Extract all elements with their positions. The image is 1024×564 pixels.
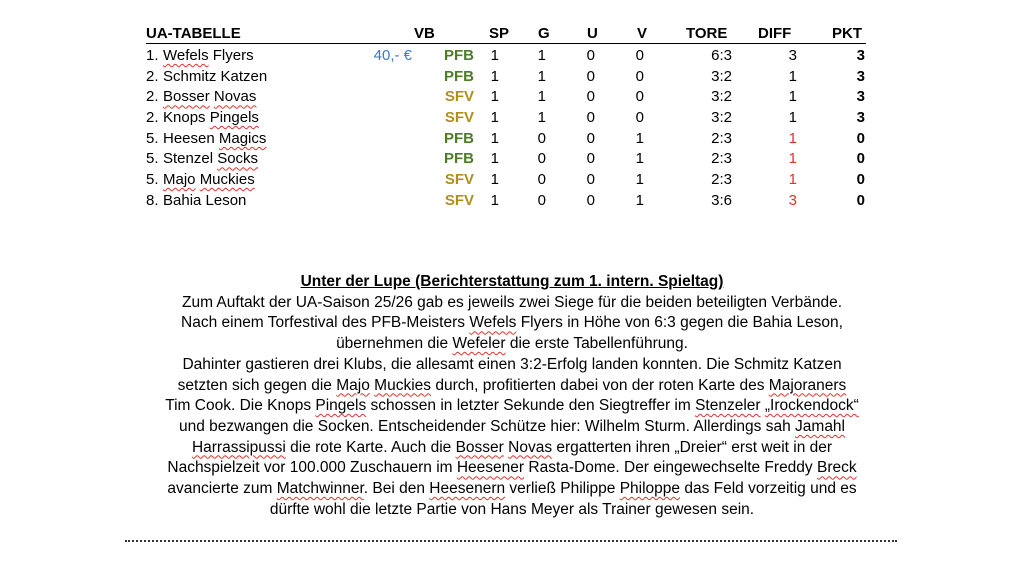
team-rank: 5. <box>146 150 159 168</box>
team-rank: 5. <box>146 171 159 189</box>
stat-tore: 6:3 <box>711 47 732 64</box>
stat-g: 1 <box>537 109 546 127</box>
stat-sp: 1 <box>490 191 499 209</box>
report-text: Flyers in Höhe von 6:3 gegen die Bahia Leson, <box>516 314 843 332</box>
stat-g: 1 <box>537 47 546 64</box>
report-text: und bezwangen die Socken. Entscheidender Schütze hier: Wilhelm Sturm. Allerdings sah <box>178 417 796 435</box>
stat-g: 0 <box>537 171 546 189</box>
team-rank: 8. <box>146 191 159 209</box>
report-text: schossen in letzter Sekunde den Siegtreffer im <box>366 397 696 415</box>
stat-tore: 3:2 <box>711 88 732 106</box>
association-badge: SFV <box>444 109 474 127</box>
team-name-part: Pingels <box>209 109 259 127</box>
team-name-part: Bahia Leson <box>163 191 247 209</box>
team-name <box>163 170 255 191</box>
stat-pkt: 0 <box>856 191 865 209</box>
stat-v: 0 <box>635 88 644 106</box>
report-text: Matchwinner <box>276 480 364 498</box>
report-text: Wefels <box>469 314 517 332</box>
stat-g: 0 <box>537 129 546 147</box>
association-badge: PFB <box>444 150 474 168</box>
stat-sp: 1 <box>490 109 499 127</box>
stat-diff: 3 <box>788 191 797 209</box>
stat-diff: 3 <box>788 47 797 64</box>
stat-u: 0 <box>586 67 595 85</box>
entry-fee: 40,- € <box>373 47 412 64</box>
association-badge: PFB <box>444 67 474 85</box>
table-body <box>146 46 866 212</box>
report-text: verließ Philippe <box>505 480 620 498</box>
stat-pkt: 3 <box>856 88 865 106</box>
stat-u: 0 <box>586 47 595 64</box>
team-name-part: Socks <box>217 150 259 168</box>
report-text: die rote Karte. Auch die <box>285 438 456 456</box>
table-row <box>146 46 866 67</box>
report-text: die erste Tabellenführung. <box>505 335 688 353</box>
report-text: Philoppe <box>619 480 681 498</box>
stat-sp: 1 <box>490 67 499 85</box>
report-text: Majo <box>336 376 370 394</box>
report-text: „Irockendock“ <box>764 397 859 415</box>
team-name-part: Schmitz Katzen <box>163 67 268 85</box>
table-row <box>146 108 866 129</box>
stat-sp: 1 <box>490 150 499 168</box>
report-text: Zum Auftakt der UA-Saison 25/26 gab es jeweils zwei Siege für die beiden beteiligten Verbände. <box>181 293 842 311</box>
stat-pkt: 3 <box>856 47 865 64</box>
report-text: Majoraners <box>768 376 847 394</box>
stat-pkt: 3 <box>856 109 865 127</box>
stat-tore: 3:2 <box>711 67 732 85</box>
stat-diff: 1 <box>788 88 797 106</box>
match-report <box>110 272 914 520</box>
report-paragraph-2 <box>110 355 914 521</box>
report-text: Bosser <box>455 438 504 456</box>
report-text: Nach einem Torfestival des PFB-Meisters <box>181 314 470 332</box>
report-text: Harrassipussi <box>191 438 286 456</box>
team-name <box>163 129 266 150</box>
report-text: Breck <box>816 459 857 477</box>
report-text: Heesenern <box>429 480 506 498</box>
report-text: Rasta-Dome. Der eingewechselte Freddy <box>524 459 817 477</box>
association-badge: SFV <box>444 171 474 189</box>
stat-sp: 1 <box>490 129 499 147</box>
stat-v: 1 <box>635 191 644 209</box>
table-row <box>146 87 866 108</box>
stat-v: 0 <box>635 109 644 127</box>
stat-u: 0 <box>586 129 595 147</box>
team-rank: 2. <box>146 67 159 85</box>
team-name-part: Majo <box>163 171 196 189</box>
team-rank: 1. <box>146 47 159 64</box>
team-rank: 2. <box>146 88 159 106</box>
team-rank: 5. <box>146 129 159 147</box>
report-text: Wefeler <box>452 335 506 353</box>
header-pkt: PKT <box>832 25 862 42</box>
table-row <box>146 129 866 150</box>
dotted-separator <box>125 540 897 542</box>
report-text: übernehmen die <box>336 335 453 353</box>
table-row <box>146 170 866 191</box>
report-text: avancierte zum <box>167 480 277 498</box>
stat-u: 0 <box>586 171 595 189</box>
report-text: Stenzeler <box>695 397 761 415</box>
stat-diff: 1 <box>788 171 797 189</box>
stat-v: 1 <box>635 150 644 168</box>
table-row <box>146 149 866 170</box>
report-text: das Feld vorzeitig und es <box>680 480 857 498</box>
stat-g: 1 <box>537 88 546 106</box>
report-text: Jamahl <box>795 417 845 435</box>
team-name-part: Stenzel <box>163 150 218 168</box>
stat-g: 0 <box>537 150 546 168</box>
stat-tore: 2:3 <box>711 150 732 168</box>
stat-sp: 1 <box>490 171 499 189</box>
report-text: Pingels <box>315 397 367 415</box>
header-tore: TORE <box>686 25 728 42</box>
header-v: V <box>637 25 648 42</box>
stat-pkt: 3 <box>856 67 865 85</box>
report-title: Unter der Lupe (Berichterstattung zum 1. intern. Spieltag) <box>300 273 724 290</box>
team-name <box>163 87 256 108</box>
report-text: Muckies <box>374 376 432 394</box>
team-name <box>163 191 246 212</box>
table-row <box>146 67 866 88</box>
stat-diff: 1 <box>788 109 797 127</box>
stat-diff: 1 <box>788 150 797 168</box>
association-badge: SFV <box>444 88 474 106</box>
association-badge: SFV <box>444 191 474 209</box>
report-text: . Bei den <box>363 480 430 498</box>
stat-sp: 1 <box>490 47 499 64</box>
report-text: durch, profitierten dabei von der roten Karte des <box>431 376 769 394</box>
team-rank: 2. <box>146 109 159 127</box>
team-name-part: Muckies <box>199 171 255 189</box>
stat-tore: 3:2 <box>711 109 732 127</box>
header-sp: SP <box>489 25 510 42</box>
header-u: U <box>587 25 598 42</box>
team-name-part: Bosser <box>163 88 210 106</box>
report-text: dürfte wohl die letzte Partie von Hans Meyer als Trainer gewesen sein. <box>269 500 755 518</box>
report-text: Novas <box>508 438 553 456</box>
header-team: UA-TABELLE <box>146 25 241 42</box>
report-text: Dahinter gastieren drei Klubs, die allesamt einen 3:2-Erfolg landen konnten. Die Schmitz Katzen <box>182 355 842 373</box>
team-name <box>163 108 259 129</box>
league-table <box>146 24 866 212</box>
header-diff: DIFF <box>758 25 792 42</box>
report-text: ergatterten ihren „Dreier“ erst weit in der <box>552 438 833 456</box>
stat-u: 0 <box>586 88 595 106</box>
stat-tore: 2:3 <box>711 171 732 189</box>
team-name-part: Wefels <box>163 47 209 64</box>
team-name <box>163 149 258 170</box>
stat-u: 0 <box>586 191 595 209</box>
team-name-part: Flyers <box>208 47 254 64</box>
report-text: Tim Cook. Die Knops <box>165 397 316 415</box>
stat-pkt: 0 <box>856 129 865 147</box>
table-row <box>146 191 866 212</box>
report-text: Heesener <box>456 459 525 477</box>
association-badge: PFB <box>444 47 474 64</box>
stat-diff: 1 <box>788 129 797 147</box>
stat-tore: 3:6 <box>711 191 732 209</box>
stat-v: 1 <box>635 129 644 147</box>
team-name-part: Novas <box>213 88 257 106</box>
stat-pkt: 0 <box>856 150 865 168</box>
team-name <box>163 67 267 88</box>
stat-sp: 1 <box>490 88 499 106</box>
stat-pkt: 0 <box>856 171 865 189</box>
stat-g: 1 <box>537 67 546 85</box>
stat-tore: 2:3 <box>711 129 732 147</box>
stat-u: 0 <box>586 150 595 168</box>
association-badge: PFB <box>444 129 474 147</box>
stat-diff: 1 <box>788 67 797 85</box>
header-vb: VB <box>414 25 435 42</box>
report-paragraph-1 <box>110 293 914 355</box>
team-name <box>163 46 254 67</box>
team-name-part: Knops <box>163 109 210 127</box>
stat-v: 0 <box>635 47 644 64</box>
stat-u: 0 <box>586 109 595 127</box>
team-name-part: Magics <box>218 129 267 147</box>
stat-g: 0 <box>537 191 546 209</box>
report-text: Nachspielzeit vor 100.000 Zuschauern im <box>167 459 457 477</box>
stat-v: 0 <box>635 67 644 85</box>
stat-v: 1 <box>635 171 644 189</box>
table-header <box>146 24 866 44</box>
report-text: setzten sich gegen die <box>177 376 337 394</box>
header-g: G <box>538 25 550 42</box>
team-name-part: Heesen <box>163 129 219 147</box>
